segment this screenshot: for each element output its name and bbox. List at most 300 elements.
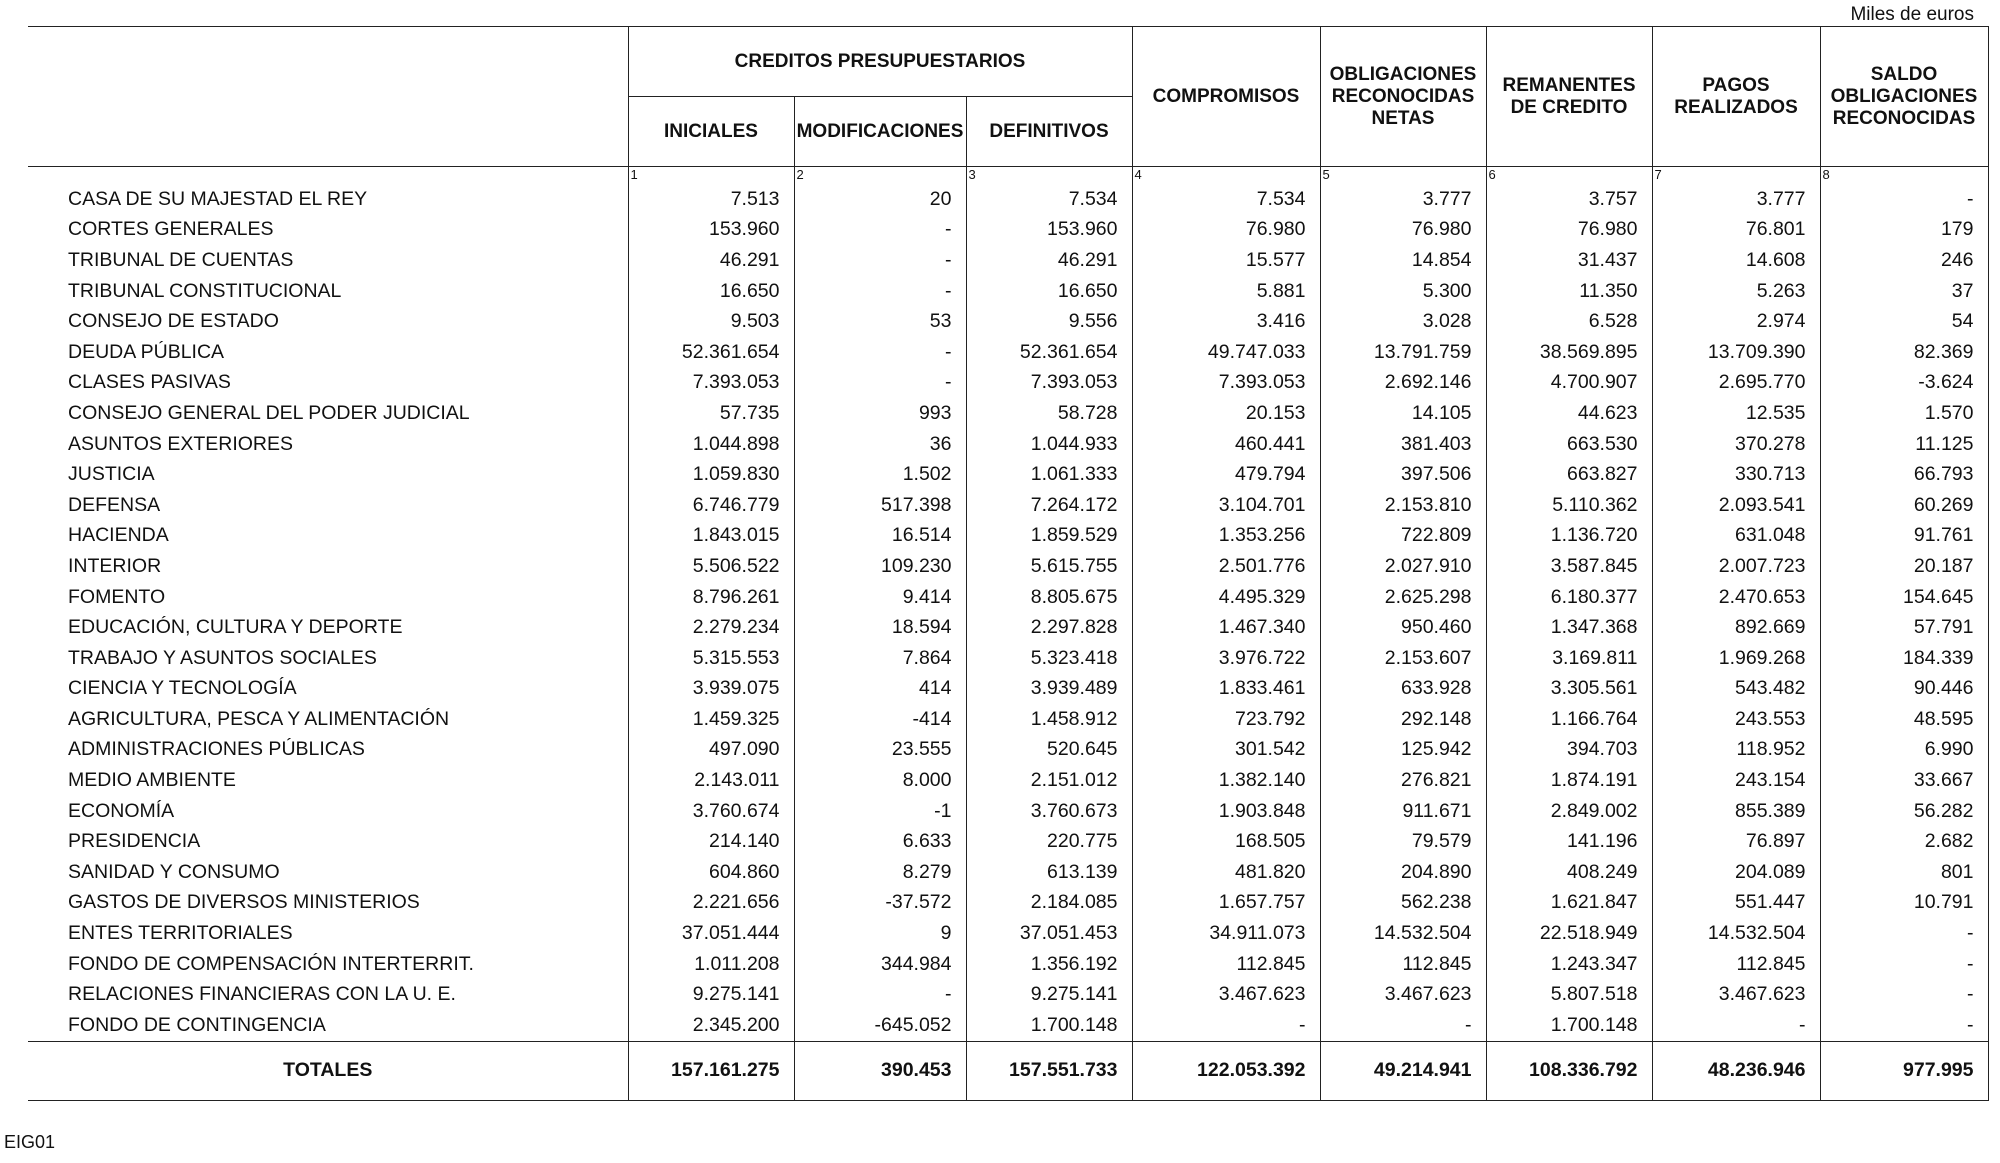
- table-cell: 52.361.654: [628, 337, 794, 368]
- totals-cell: 977.995: [1820, 1041, 1988, 1100]
- column-number-blank: [28, 167, 628, 185]
- header-iniciales: INICIALES: [628, 97, 794, 167]
- table-cell: -414: [794, 704, 966, 735]
- column-number: 8: [1820, 167, 1988, 185]
- table-cell: 37.051.444: [628, 918, 794, 949]
- table-cell: 1.243.347: [1486, 949, 1652, 980]
- table-cell: 1.059.830: [628, 459, 794, 490]
- table-cell: 7.513: [628, 184, 794, 215]
- table-cell: 3.760.673: [966, 796, 1132, 827]
- row-label: FONDO DE CONTINGENCIA: [68, 1013, 326, 1036]
- table-cell: 3.028: [1320, 306, 1486, 337]
- table-cell: 631.048: [1652, 521, 1820, 552]
- table-cell: 3.416: [1132, 306, 1320, 337]
- table-cell: 551.447: [1652, 888, 1820, 919]
- row-label: JUSTICIA: [68, 463, 155, 486]
- row-label: ECONOMÍA: [68, 799, 175, 822]
- table-cell: 36: [794, 429, 966, 460]
- table-cell: 179: [1820, 215, 1988, 246]
- table-cell: 7.393.053: [966, 368, 1132, 399]
- table-cell: 8.796.261: [628, 582, 794, 613]
- table-cell: 5.881: [1132, 276, 1320, 307]
- table-row: [28, 368, 1988, 399]
- table-cell: 76.801: [1652, 215, 1820, 246]
- table-cell: -: [1820, 918, 1988, 949]
- table-cell: 722.809: [1320, 521, 1486, 552]
- header-obligaciones-line3: NETAS: [1371, 107, 1435, 129]
- row-label: CIENCIA Y TECNOLOGÍA: [68, 677, 297, 700]
- table-cell: 33.667: [1820, 765, 1988, 796]
- table-cell: 13.791.759: [1320, 337, 1486, 368]
- table-cell: 46.291: [628, 245, 794, 276]
- header-remanentes-line2: DE CREDITO: [1510, 96, 1628, 118]
- table-cell: 1.843.015: [628, 521, 794, 552]
- table-cell: 90.446: [1820, 674, 1988, 705]
- table-cell: 7.393.053: [1132, 368, 1320, 399]
- table-cell: 7.864: [794, 643, 966, 674]
- header-pagos-line1: PAGOS: [1702, 74, 1770, 96]
- table-cell: 6.180.377: [1486, 582, 1652, 613]
- table-cell: 118.952: [1652, 735, 1820, 766]
- row-label: AGRICULTURA, PESCA Y ALIMENTACIÓN: [68, 707, 450, 730]
- table-cell: 2.682: [1820, 826, 1988, 857]
- table-cell: 394.703: [1486, 735, 1652, 766]
- header-compromisos: COMPROMISOS: [1132, 27, 1320, 167]
- table-cell: 344.984: [794, 949, 966, 980]
- table-cell: 34.911.073: [1132, 918, 1320, 949]
- table-row: [28, 857, 1988, 888]
- table-cell: 5.110.362: [1486, 490, 1652, 521]
- column-number: 2: [794, 167, 966, 185]
- table-cell: 2.501.776: [1132, 551, 1320, 582]
- table-cell: 3.587.845: [1486, 551, 1652, 582]
- table-cell: 79.579: [1320, 826, 1486, 857]
- table-cell: 66.793: [1820, 459, 1988, 490]
- units-label: Miles de euros: [1850, 4, 1974, 25]
- header-pagos-realizados: [1652, 27, 1820, 167]
- table-cell: 220.775: [966, 826, 1132, 857]
- table-cell: 1.502: [794, 459, 966, 490]
- totals-cell: 122.053.392: [1132, 1041, 1320, 1100]
- table-cell: 633.928: [1320, 674, 1486, 705]
- table-cell: 20: [794, 184, 966, 215]
- table-cell: 7.534: [1132, 184, 1320, 215]
- table-cell: 37: [1820, 276, 1988, 307]
- table-cell: 16.650: [966, 276, 1132, 307]
- table-cell: 6.746.779: [628, 490, 794, 521]
- table-row: [28, 918, 1988, 949]
- table-cell: 10.791: [1820, 888, 1988, 919]
- table-row: [28, 949, 1988, 980]
- table-cell: -: [1652, 1010, 1820, 1041]
- table-cell: 53: [794, 306, 966, 337]
- table-cell: 204.890: [1320, 857, 1486, 888]
- table-cell: 2.470.653: [1652, 582, 1820, 613]
- table-cell: 57.791: [1820, 612, 1988, 643]
- table-cell: 1.044.933: [966, 429, 1132, 460]
- totals-cell: 157.161.275: [628, 1041, 794, 1100]
- row-label: RELACIONES FINANCIERAS CON LA U. E.: [68, 983, 456, 1006]
- table-cell: 408.249: [1486, 857, 1652, 888]
- table-row: [28, 551, 1988, 582]
- table-row: [28, 490, 1988, 521]
- table-body: [28, 184, 1988, 1041]
- table-cell: 52.361.654: [966, 337, 1132, 368]
- table-cell: 460.441: [1132, 429, 1320, 460]
- table-cell: -: [794, 337, 966, 368]
- header-remanentes-line1: REMANENTES: [1502, 74, 1636, 96]
- table-row: [28, 521, 1988, 552]
- table-cell: 5.807.518: [1486, 979, 1652, 1010]
- table-cell: 12.535: [1652, 398, 1820, 429]
- table-cell: 9.414: [794, 582, 966, 613]
- table-cell: 5.315.553: [628, 643, 794, 674]
- table-cell: 414: [794, 674, 966, 705]
- table-cell: 2.692.146: [1320, 368, 1486, 399]
- table-cell: 57.735: [628, 398, 794, 429]
- table-header: [28, 27, 1988, 185]
- table-cell: 49.747.033: [1132, 337, 1320, 368]
- table-cell: 1.903.848: [1132, 796, 1320, 827]
- table-cell: 1.700.148: [966, 1010, 1132, 1041]
- table-footer: [28, 1041, 1988, 1100]
- table-cell: 4.495.329: [1132, 582, 1320, 613]
- table-cell: 5.300: [1320, 276, 1486, 307]
- table-cell: 7.264.172: [966, 490, 1132, 521]
- row-label: CASA DE SU MAJESTAD EL REY: [68, 187, 368, 210]
- row-label: EDUCACIÓN, CULTURA Y DEPORTE: [68, 616, 403, 639]
- table-cell: 1.833.461: [1132, 674, 1320, 705]
- table-cell: 22.518.949: [1486, 918, 1652, 949]
- header-obligaciones-reconocidas-netas: [1320, 27, 1486, 167]
- table-row: [28, 826, 1988, 857]
- table-cell: 9: [794, 918, 966, 949]
- table-cell: -3.624: [1820, 368, 1988, 399]
- table-cell: 1.657.757: [1132, 888, 1320, 919]
- table-cell: -: [1132, 1010, 1320, 1041]
- row-label: FONDO DE COMPENSACIÓN INTERTERRIT.: [68, 952, 474, 975]
- table-cell: -: [794, 368, 966, 399]
- table-cell: 4.700.907: [1486, 368, 1652, 399]
- table-cell: 15.577: [1132, 245, 1320, 276]
- table-cell: 3.467.623: [1320, 979, 1486, 1010]
- table-cell: 141.196: [1486, 826, 1652, 857]
- table-cell: 76.980: [1320, 215, 1486, 246]
- table-cell: 517.398: [794, 490, 966, 521]
- table-cell: 1.347.368: [1486, 612, 1652, 643]
- table-cell: 9.275.141: [628, 979, 794, 1010]
- table-row: [28, 888, 1988, 919]
- table-cell: 2.279.234: [628, 612, 794, 643]
- table-cell: 562.238: [1320, 888, 1486, 919]
- row-label: FOMENTO: [68, 585, 166, 608]
- row-label: CORTES GENERALES: [68, 218, 274, 241]
- table-cell: 3.777: [1652, 184, 1820, 215]
- table-cell: 855.389: [1652, 796, 1820, 827]
- table-cell: 1.467.340: [1132, 612, 1320, 643]
- table-cell: 37.051.453: [966, 918, 1132, 949]
- table-cell: 44.623: [1486, 398, 1652, 429]
- table-cell: 3.777: [1320, 184, 1486, 215]
- table-cell: 11.350: [1486, 276, 1652, 307]
- header-blank: [28, 27, 628, 167]
- table-row: [28, 582, 1988, 613]
- table-cell: 18.594: [794, 612, 966, 643]
- column-number: 3: [966, 167, 1132, 185]
- table-cell: 3.467.623: [1652, 979, 1820, 1010]
- table-cell: 56.282: [1820, 796, 1988, 827]
- table-cell: 381.403: [1320, 429, 1486, 460]
- table-cell: 14.854: [1320, 245, 1486, 276]
- table-cell: 168.505: [1132, 826, 1320, 857]
- table-cell: 8.805.675: [966, 582, 1132, 613]
- table-row: [28, 704, 1988, 735]
- table-cell: 1.356.192: [966, 949, 1132, 980]
- table-cell: 5.506.522: [628, 551, 794, 582]
- row-label: TRIBUNAL DE CUENTAS: [68, 248, 294, 271]
- table-cell: 14.105: [1320, 398, 1486, 429]
- header-saldo-line1: SALDO: [1870, 63, 1938, 85]
- table-cell: 6.528: [1486, 306, 1652, 337]
- table-cell: 109.230: [794, 551, 966, 582]
- table-cell: 31.437: [1486, 245, 1652, 276]
- table-cell: -: [794, 245, 966, 276]
- header-pagos-line2: REALIZADOS: [1674, 96, 1798, 118]
- table-cell: -1: [794, 796, 966, 827]
- table-cell: -: [794, 979, 966, 1010]
- table-cell: 112.845: [1652, 949, 1820, 980]
- table-cell: 48.595: [1820, 704, 1988, 735]
- table-row: [28, 306, 1988, 337]
- table-cell: 1.874.191: [1486, 765, 1652, 796]
- table-cell: 153.960: [628, 215, 794, 246]
- header-saldo-line2: OBLIGACIONES: [1830, 85, 1978, 107]
- table-cell: 3.939.075: [628, 674, 794, 705]
- budget-table: [28, 26, 1989, 1101]
- table-cell: 154.645: [1820, 582, 1988, 613]
- totals-cell: 48.236.946: [1652, 1041, 1820, 1100]
- column-number: 6: [1486, 167, 1652, 185]
- table-cell: 604.860: [628, 857, 794, 888]
- table-cell: 613.139: [966, 857, 1132, 888]
- table-row: [28, 184, 1988, 215]
- header-obligaciones-line1: OBLIGACIONES: [1329, 63, 1477, 85]
- row-label: ENTES TERRITORIALES: [68, 922, 293, 945]
- table-cell: 301.542: [1132, 735, 1320, 766]
- table-cell: 1.044.898: [628, 429, 794, 460]
- column-number: 1: [628, 167, 794, 185]
- table-cell: 950.460: [1320, 612, 1486, 643]
- table-cell: 112.845: [1320, 949, 1486, 980]
- row-label: HACIENDA: [68, 524, 169, 547]
- row-label: TRABAJO Y ASUNTOS SOCIALES: [68, 646, 377, 669]
- row-label: DEUDA PÚBLICA: [68, 340, 225, 363]
- table-row: [28, 735, 1988, 766]
- table-cell: 5.615.755: [966, 551, 1132, 582]
- table-cell: 58.728: [966, 398, 1132, 429]
- table-cell: 7.534: [966, 184, 1132, 215]
- table-cell: 7.393.053: [628, 368, 794, 399]
- table-cell: 1.700.148: [1486, 1010, 1652, 1041]
- column-number: 7: [1652, 167, 1820, 185]
- table-cell: -: [1820, 1010, 1988, 1041]
- row-label: CONSEJO GENERAL DEL PODER JUDICIAL: [68, 401, 470, 424]
- table-cell: -: [794, 276, 966, 307]
- row-label: PRESIDENCIA: [68, 830, 201, 853]
- table-cell: 2.093.541: [1652, 490, 1820, 521]
- row-label: CLASES PASIVAS: [68, 371, 231, 394]
- totals-cell: 108.336.792: [1486, 1041, 1652, 1100]
- table-cell: 2.143.011: [628, 765, 794, 796]
- table-cell: 397.506: [1320, 459, 1486, 490]
- table-cell: -: [1820, 184, 1988, 215]
- table-cell: 11.125: [1820, 429, 1988, 460]
- table-cell: 76.897: [1652, 826, 1820, 857]
- table-row: [28, 979, 1988, 1010]
- table-row: [28, 674, 1988, 705]
- table-cell: 481.820: [1132, 857, 1320, 888]
- table-cell: 3.169.811: [1486, 643, 1652, 674]
- table-cell: 8.000: [794, 765, 966, 796]
- table-cell: 54: [1820, 306, 1988, 337]
- table-row: [28, 612, 1988, 643]
- table-cell: 292.148: [1320, 704, 1486, 735]
- table-cell: 1.859.529: [966, 521, 1132, 552]
- table-cell: 184.339: [1820, 643, 1988, 674]
- table-row: [28, 398, 1988, 429]
- row-label: INTERIOR: [68, 554, 162, 577]
- table-cell: 2.151.012: [966, 765, 1132, 796]
- row-label: DEFENSA: [68, 493, 161, 516]
- row-label: TRIBUNAL CONSTITUCIONAL: [68, 279, 342, 302]
- table-cell: 2.153.607: [1320, 643, 1486, 674]
- table-cell: 1.969.268: [1652, 643, 1820, 674]
- table-cell: 3.467.623: [1132, 979, 1320, 1010]
- table-cell: 2.153.810: [1320, 490, 1486, 521]
- table-cell: 125.942: [1320, 735, 1486, 766]
- totals-label: TOTALES: [28, 1041, 628, 1100]
- table-cell: 91.761: [1820, 521, 1988, 552]
- header-remanentes-de-credito: [1486, 27, 1652, 167]
- table-row: [28, 245, 1988, 276]
- header-saldo-obligaciones-reconocidas: [1820, 27, 1988, 167]
- table-cell: 1.166.764: [1486, 704, 1652, 735]
- table-cell: 1.459.325: [628, 704, 794, 735]
- table-cell: 5.323.418: [966, 643, 1132, 674]
- row-label: SANIDAD Y CONSUMO: [68, 860, 280, 883]
- column-number: 5: [1320, 167, 1486, 185]
- table-cell: 23.555: [794, 735, 966, 766]
- table-cell: 276.821: [1320, 765, 1486, 796]
- table-cell: 76.980: [1486, 215, 1652, 246]
- table-cell: 543.482: [1652, 674, 1820, 705]
- totals-row: [28, 1041, 1988, 1100]
- table-cell: 3.757: [1486, 184, 1652, 215]
- table-cell: 1.621.847: [1486, 888, 1652, 919]
- totals-cell: 49.214.941: [1320, 1041, 1486, 1100]
- table-cell: 3.760.674: [628, 796, 794, 827]
- table-cell: 9.503: [628, 306, 794, 337]
- table-cell: 2.007.723: [1652, 551, 1820, 582]
- table-cell: 13.709.390: [1652, 337, 1820, 368]
- table-cell: 1.570: [1820, 398, 1988, 429]
- table-row: [28, 276, 1988, 307]
- table-cell: 246: [1820, 245, 1988, 276]
- table-cell: 16.514: [794, 521, 966, 552]
- table-row: [28, 643, 1988, 674]
- table-cell: 2.184.085: [966, 888, 1132, 919]
- table-cell: 38.569.895: [1486, 337, 1652, 368]
- table-cell: 663.827: [1486, 459, 1652, 490]
- table-cell: 3.976.722: [1132, 643, 1320, 674]
- table-cell: 663.530: [1486, 429, 1652, 460]
- table-cell: 46.291: [966, 245, 1132, 276]
- table-cell: 1.353.256: [1132, 521, 1320, 552]
- table-cell: 2.695.770: [1652, 368, 1820, 399]
- row-label: CONSEJO DE ESTADO: [68, 310, 279, 333]
- table-cell: 1.011.208: [628, 949, 794, 980]
- table-cell: 8.279: [794, 857, 966, 888]
- table-cell: 16.650: [628, 276, 794, 307]
- table-cell: 14.532.504: [1320, 918, 1486, 949]
- table-cell: 497.090: [628, 735, 794, 766]
- table-cell: 243.154: [1652, 765, 1820, 796]
- footer-code: EIG01: [4, 1132, 56, 1152]
- table-cell: 3.104.701: [1132, 490, 1320, 521]
- table-row: [28, 796, 1988, 827]
- table-cell: 330.713: [1652, 459, 1820, 490]
- table-cell: 243.553: [1652, 704, 1820, 735]
- table-cell: 723.792: [1132, 704, 1320, 735]
- table-row: [28, 429, 1988, 460]
- table-row: [28, 765, 1988, 796]
- header-creditos-presupuestarios: CREDITOS PRESUPUESTARIOS: [628, 27, 1132, 97]
- table-cell: 6.990: [1820, 735, 1988, 766]
- table-row: [28, 337, 1988, 368]
- table-cell: 76.980: [1132, 215, 1320, 246]
- table-cell: 1.136.720: [1486, 521, 1652, 552]
- header-obligaciones-line2: RECONOCIDAS: [1331, 85, 1475, 107]
- table-cell: -: [1320, 1010, 1486, 1041]
- header-saldo-line3: RECONOCIDAS: [1832, 107, 1976, 129]
- table-cell: 1.061.333: [966, 459, 1132, 490]
- table-cell: 892.669: [1652, 612, 1820, 643]
- table-cell: 2.849.002: [1486, 796, 1652, 827]
- table-cell: 6.633: [794, 826, 966, 857]
- totals-cell: 157.551.733: [966, 1041, 1132, 1100]
- header-definitivos: DEFINITIVOS: [966, 97, 1132, 167]
- totals-cell: 390.453: [794, 1041, 966, 1100]
- table-cell: 14.532.504: [1652, 918, 1820, 949]
- table-cell: 20.187: [1820, 551, 1988, 582]
- column-number: 4: [1132, 167, 1320, 185]
- table-cell: 1.382.140: [1132, 765, 1320, 796]
- table-cell: 20.153: [1132, 398, 1320, 429]
- table-cell: 479.794: [1132, 459, 1320, 490]
- table-cell: -: [794, 215, 966, 246]
- header-modificaciones: MODIFICACIONES: [794, 97, 966, 167]
- table-row: [28, 459, 1988, 490]
- table-cell: 2.625.298: [1320, 582, 1486, 613]
- table-cell: 911.671: [1320, 796, 1486, 827]
- table-cell: 112.845: [1132, 949, 1320, 980]
- table-cell: 2.221.656: [628, 888, 794, 919]
- table-row: [28, 215, 1988, 246]
- row-label: ASUNTOS EXTERIORES: [68, 432, 294, 455]
- table-cell: 14.608: [1652, 245, 1820, 276]
- table-cell: 993: [794, 398, 966, 429]
- table-cell: 1.458.912: [966, 704, 1132, 735]
